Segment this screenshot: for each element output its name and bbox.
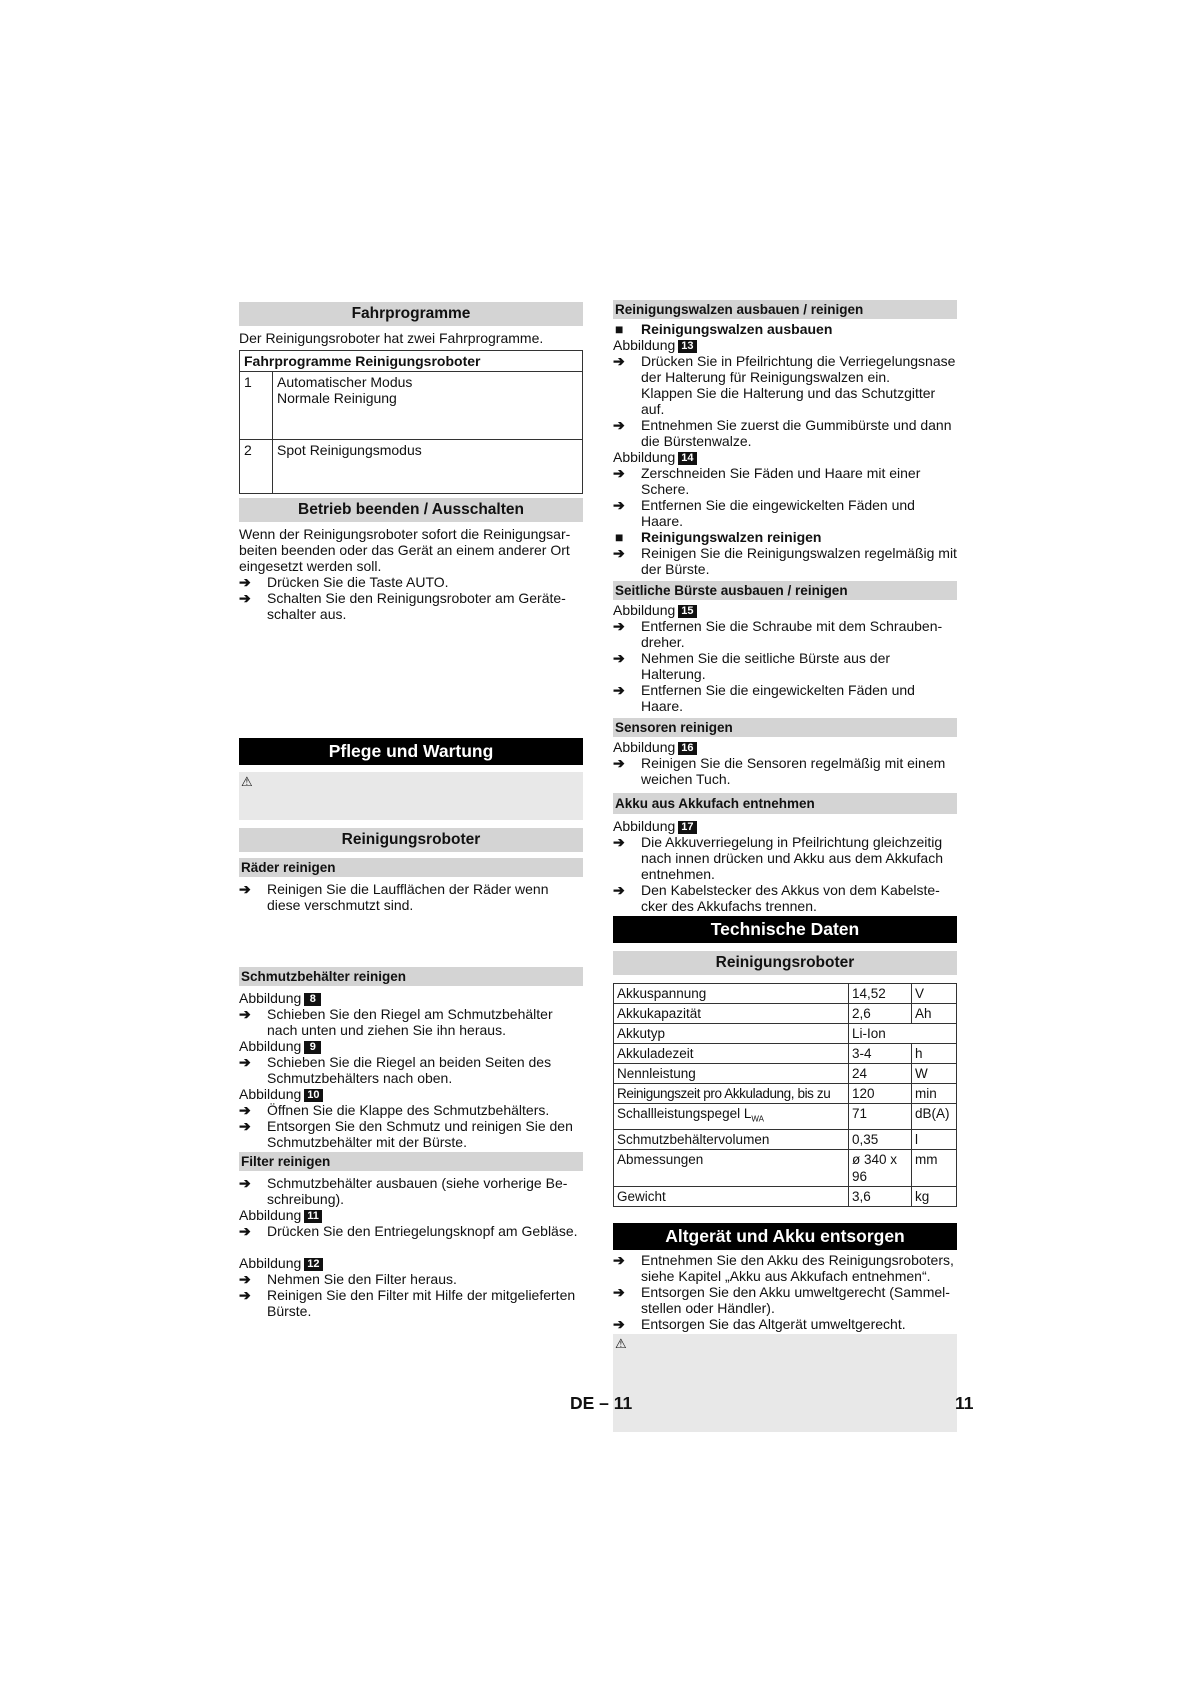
step-text: Reinigen Sie die Reinigungswalzen regelmäßig mit der Bürste. bbox=[641, 545, 957, 577]
arrow-right-icon: ➔ bbox=[613, 618, 625, 634]
figure-number: 12 bbox=[304, 1258, 322, 1271]
arrow-right-icon: ➔ bbox=[613, 353, 625, 369]
list-item bbox=[613, 1316, 957, 1332]
arrow-right-icon: ➔ bbox=[613, 1283, 625, 1300]
list-item bbox=[239, 1223, 583, 1239]
section-title-fahrprogramme: Fahrprogramme bbox=[239, 302, 583, 326]
arrow-right-icon: ➔ bbox=[239, 1054, 251, 1070]
figure-ref bbox=[239, 990, 583, 1006]
figure-ref bbox=[239, 1207, 583, 1223]
arrow-right-icon: ➔ bbox=[613, 882, 625, 898]
arrow-right-icon: ➔ bbox=[613, 834, 625, 850]
tech-data-table bbox=[613, 983, 957, 1207]
fahrprogramme-intro: Der Reinigungsroboter hat zwei Fahrprogramme. bbox=[239, 330, 544, 346]
step-text: Reinigen Sie den Filter mit Hilfe der mitgelieferten Bürste. bbox=[267, 1287, 576, 1319]
step-text: Schieben Sie die Riegel an beiden Seiten des Schmutzbehälters nach oben. bbox=[267, 1054, 552, 1086]
list-item bbox=[613, 545, 957, 577]
step-text: Schieben Sie den Riegel am Schmutzbehälter nach unten und ziehen Sie ihn heraus. bbox=[267, 1006, 553, 1038]
table-row bbox=[614, 1129, 957, 1149]
step-text: Reinigen Sie die Sensoren regelmäßig mit einem weichen Tuch. bbox=[641, 755, 946, 787]
figure-number: 16 bbox=[678, 742, 696, 755]
list-item bbox=[239, 590, 583, 622]
tech-value: 71 bbox=[849, 1104, 912, 1130]
tech-value: 2,6 bbox=[849, 1004, 912, 1024]
tech-unit: V bbox=[912, 984, 957, 1004]
list-item bbox=[239, 574, 583, 590]
list-item bbox=[613, 1284, 957, 1316]
step-text: Entfernen Sie die eingewickelten Fäden und Haare. bbox=[641, 682, 915, 714]
subsection-title-sensoren: Sensoren reinigen bbox=[613, 718, 957, 737]
tech-unit: min bbox=[912, 1084, 957, 1104]
step-text: Drücken Sie den Entriegelungsknopf am Gebläse. bbox=[267, 1223, 578, 1239]
step-text: Entsorgen Sie das Altgerät umweltgerecht. bbox=[641, 1315, 906, 1332]
footer-page-number: 11 bbox=[955, 1393, 974, 1413]
figure-ref bbox=[239, 1038, 583, 1054]
list-item bbox=[613, 618, 957, 650]
arrow-right-icon: ➔ bbox=[613, 465, 625, 481]
list-item bbox=[613, 834, 957, 882]
table-row bbox=[614, 1004, 957, 1024]
tech-value: 3-4 bbox=[849, 1044, 912, 1064]
step-heading: Reinigungswalzen ausbauen bbox=[641, 321, 833, 337]
arrow-right-icon: ➔ bbox=[239, 1118, 251, 1134]
step-text: Entsorgen Sie den Akku umweltgerecht (Sammel-stellen oder Händler). bbox=[641, 1283, 950, 1316]
figure-label: Abbildung bbox=[613, 449, 676, 465]
arrow-right-icon: ➔ bbox=[239, 1271, 251, 1287]
figure-ref bbox=[613, 602, 957, 618]
step-text: Nehmen Sie die seitliche Bürste aus der Halterung. bbox=[641, 650, 891, 682]
step-text: Nehmen Sie den Filter heraus. bbox=[267, 1271, 457, 1287]
tech-unit: dB(A) bbox=[912, 1104, 957, 1130]
list-item bbox=[239, 1102, 583, 1118]
list-item bbox=[613, 321, 957, 337]
tech-unit: Ah bbox=[912, 1004, 957, 1024]
arrow-right-icon: ➔ bbox=[239, 1223, 251, 1239]
arrow-right-icon: ➔ bbox=[239, 590, 251, 606]
step-text: Zerschneiden Sie Fäden und Haare mit einer Schere. bbox=[641, 465, 921, 497]
figure-label: Abbildung bbox=[239, 1255, 302, 1271]
tech-unit: l bbox=[912, 1129, 957, 1149]
step-text: Entfernen Sie die eingewickelten Fäden und Haare. bbox=[641, 497, 915, 529]
figure-ref bbox=[239, 1086, 583, 1102]
list-item bbox=[239, 1118, 583, 1150]
tech-value: 3,6 bbox=[849, 1186, 912, 1206]
fahrprogramme-table bbox=[239, 350, 583, 494]
list-item bbox=[613, 882, 957, 914]
figure-label: Abbildung bbox=[613, 602, 676, 618]
list-item bbox=[613, 650, 957, 682]
list-item bbox=[613, 417, 957, 449]
section-title-tech-reinigungsroboter: Reinigungsroboter bbox=[613, 951, 957, 975]
figure-ref bbox=[613, 449, 957, 465]
table-row bbox=[614, 1064, 957, 1084]
tech-label: Gewicht bbox=[614, 1186, 849, 1206]
tech-value: 14,52 bbox=[849, 984, 912, 1004]
tech-label: Akkutyp bbox=[614, 1024, 849, 1044]
step-text: Öffnen Sie die Klappe des Schmutzbehälters. bbox=[267, 1102, 550, 1118]
section-title-reinigungsroboter: Reinigungsroboter bbox=[239, 828, 583, 852]
step-text: Reinigen Sie die Laufflächen der Räder wenn diese verschmutzt sind. bbox=[267, 881, 549, 913]
list-item bbox=[613, 755, 957, 787]
arrow-right-icon: ➔ bbox=[239, 881, 251, 897]
step-text: Entfernen Sie die Schraube mit dem Schrauben-dreher. bbox=[641, 618, 943, 650]
tech-unit: kg bbox=[912, 1186, 957, 1206]
figure-ref bbox=[613, 337, 957, 353]
arrow-right-icon: ➔ bbox=[239, 1102, 251, 1118]
subsection-title-filter: Filter reinigen bbox=[239, 1152, 583, 1171]
list-item bbox=[613, 682, 957, 714]
subsection-title-raeder: Räder reinigen bbox=[239, 858, 583, 877]
figure-label: Abbildung bbox=[239, 1086, 302, 1102]
step-text: Entnehmen Sie den Akku des Reinigungsroboters, siehe Kapitel „Akku aus Akkufach entnehmen“. bbox=[641, 1251, 954, 1284]
figure-number: 11 bbox=[304, 1210, 322, 1223]
step-text: Die Akkuverriegelung in Pfeilrichtung gleichzeitig nach innen drücken und Akku aus dem Akkufach entnehmen. bbox=[641, 834, 943, 882]
tech-value: ø 340 x 96 bbox=[849, 1149, 912, 1186]
table-cell-desc bbox=[273, 372, 583, 440]
warning-icon: ⚠ bbox=[615, 1335, 627, 1351]
table-row bbox=[614, 1044, 957, 1064]
figure-number: 10 bbox=[304, 1089, 322, 1102]
tech-label bbox=[614, 1104, 849, 1130]
step-text: Schalten Sie den Reinigungsroboter am Geräte-schalter aus. bbox=[267, 590, 566, 622]
tech-unit: W bbox=[912, 1064, 957, 1084]
footer-page-label: DE – 11 bbox=[570, 1393, 633, 1413]
figure-number: 9 bbox=[304, 1041, 321, 1054]
list-item bbox=[613, 529, 957, 545]
warning-box bbox=[613, 1334, 957, 1432]
step-text: Entnehmen Sie zuerst die Gummibürste und dann die Bürstenwalze. bbox=[641, 417, 952, 449]
figure-number: 14 bbox=[678, 452, 696, 465]
arrow-right-icon: ➔ bbox=[239, 574, 251, 590]
figure-label: Abbildung bbox=[239, 990, 302, 1006]
list-item bbox=[613, 465, 957, 497]
right-column bbox=[613, 298, 957, 1432]
figure-ref bbox=[613, 818, 957, 834]
square-bullet-icon: ■ bbox=[615, 529, 624, 545]
table-row bbox=[614, 1104, 957, 1130]
chapter-title-altgeraet: Altgerät und Akku entsorgen bbox=[613, 1223, 957, 1250]
left-column bbox=[239, 298, 583, 1319]
list-item bbox=[239, 1054, 583, 1086]
arrow-right-icon: ➔ bbox=[613, 1251, 625, 1268]
figure-label: Abbildung bbox=[239, 1207, 302, 1223]
tech-label: Reinigungszeit pro Akkuladung, bis zu bbox=[614, 1084, 849, 1104]
chapter-title-technische-daten: Technische Daten bbox=[613, 916, 957, 943]
table-row bbox=[614, 1186, 957, 1206]
table-cell-num: 2 bbox=[240, 440, 273, 494]
arrow-right-icon: ➔ bbox=[613, 497, 625, 513]
table-row bbox=[614, 1149, 957, 1186]
step-text: Drücken Sie in Pfeilrichtung die Verriegelungsnase der Halterung für Reinigungswalzen ein. bbox=[641, 353, 956, 385]
tech-label: Nennleistung bbox=[614, 1064, 849, 1084]
arrow-right-icon: ➔ bbox=[613, 417, 625, 433]
step-text: Drücken Sie die Taste AUTO. bbox=[267, 574, 449, 590]
arrow-right-icon: ➔ bbox=[239, 1175, 251, 1191]
tech-value: 120 bbox=[849, 1084, 912, 1104]
tech-label: Akkuladezeit bbox=[614, 1044, 849, 1064]
tech-value: 0,35 bbox=[849, 1129, 912, 1149]
figure-number: 8 bbox=[304, 993, 321, 1006]
figure-label: Abbildung bbox=[239, 1038, 302, 1054]
warning-box bbox=[239, 772, 583, 820]
arrow-right-icon: ➔ bbox=[239, 1287, 251, 1303]
subsection-title-seitlich: Seitliche Bürste ausbauen / reinigen bbox=[613, 581, 957, 600]
table-row bbox=[614, 1084, 957, 1104]
betrieb-text: Wenn der Reinigungsroboter sofort die Reinigungsar-beiten beenden oder das Gerät an einem anderer Ort eingesetzt werden soll. bbox=[239, 526, 571, 574]
arrow-right-icon: ➔ bbox=[613, 1315, 625, 1332]
tech-label: Akkukapazität bbox=[614, 1004, 849, 1024]
figure-number: 17 bbox=[678, 821, 696, 834]
figure-label: Abbildung bbox=[613, 739, 676, 755]
subsection-title-walzen: Reinigungswalzen ausbauen / reinigen bbox=[613, 300, 957, 319]
step-text: Den Kabelstecker des Akkus von dem Kabelste-cker des Akkufachs trennen. bbox=[641, 882, 940, 914]
table-cell-line: Automatischer Modus bbox=[277, 374, 413, 390]
table-cell-line: Normale Reinigung bbox=[277, 390, 397, 406]
tech-unit: mm bbox=[912, 1149, 957, 1186]
figure-ref bbox=[613, 739, 957, 755]
tech-label: Akkuspannung bbox=[614, 984, 849, 1004]
list-item bbox=[239, 881, 583, 913]
tech-label-subscript: WA bbox=[751, 1114, 764, 1124]
table-cell-desc: Spot Reinigungsmodus bbox=[273, 440, 583, 494]
tech-label-text: Schallleistungspegel L bbox=[617, 1106, 752, 1121]
table-row bbox=[614, 984, 957, 1004]
table-header: Fahrprogramme Reinigungsroboter bbox=[240, 351, 583, 372]
arrow-right-icon: ➔ bbox=[239, 1006, 251, 1022]
list-item bbox=[613, 353, 957, 385]
tech-value: Li-Ion bbox=[849, 1024, 957, 1044]
figure-number: 15 bbox=[678, 605, 696, 618]
step-heading: Reinigungswalzen reinigen bbox=[641, 529, 822, 545]
chapter-title-pflege: Pflege und Wartung bbox=[239, 738, 583, 765]
subsection-title-schmutz: Schmutzbehälter reinigen bbox=[239, 967, 583, 986]
arrow-right-icon: ➔ bbox=[613, 545, 625, 561]
warning-icon: ⚠ bbox=[241, 774, 253, 789]
list-item bbox=[239, 1175, 583, 1207]
tech-label: Schmutzbehältervolumen bbox=[614, 1129, 849, 1149]
figure-label: Abbildung bbox=[613, 818, 676, 834]
arrow-right-icon: ➔ bbox=[613, 682, 625, 698]
list-item bbox=[239, 1006, 583, 1038]
figure-label: Abbildung bbox=[613, 337, 676, 353]
step-continuation: Klappen Sie die Halterung und das Schutzgitter auf. bbox=[641, 385, 936, 417]
tech-unit: h bbox=[912, 1044, 957, 1064]
list-item bbox=[239, 1271, 583, 1287]
step-text: Entsorgen Sie den Schmutz und reinigen Sie den Schmutzbehälter mit der Bürste. bbox=[267, 1118, 573, 1150]
list-item bbox=[239, 1287, 583, 1319]
figure-ref bbox=[239, 1255, 583, 1271]
square-bullet-icon: ■ bbox=[615, 321, 624, 337]
tech-value: 24 bbox=[849, 1064, 912, 1084]
subsection-title-akku: Akku aus Akkufach entnehmen bbox=[613, 793, 957, 814]
section-title-betrieb: Betrieb beenden / Ausschalten bbox=[239, 498, 583, 522]
list-item bbox=[613, 1252, 957, 1284]
step-text: Schmutzbehälter ausbauen (siehe vorherige Be-schreibung). bbox=[267, 1175, 568, 1207]
tech-label: Abmessungen bbox=[614, 1149, 849, 1186]
table-cell-num: 1 bbox=[240, 372, 273, 440]
arrow-right-icon: ➔ bbox=[613, 650, 625, 666]
table-row bbox=[614, 1024, 957, 1044]
list-item bbox=[613, 497, 957, 529]
figure-number: 13 bbox=[678, 340, 696, 353]
arrow-right-icon: ➔ bbox=[613, 755, 625, 771]
